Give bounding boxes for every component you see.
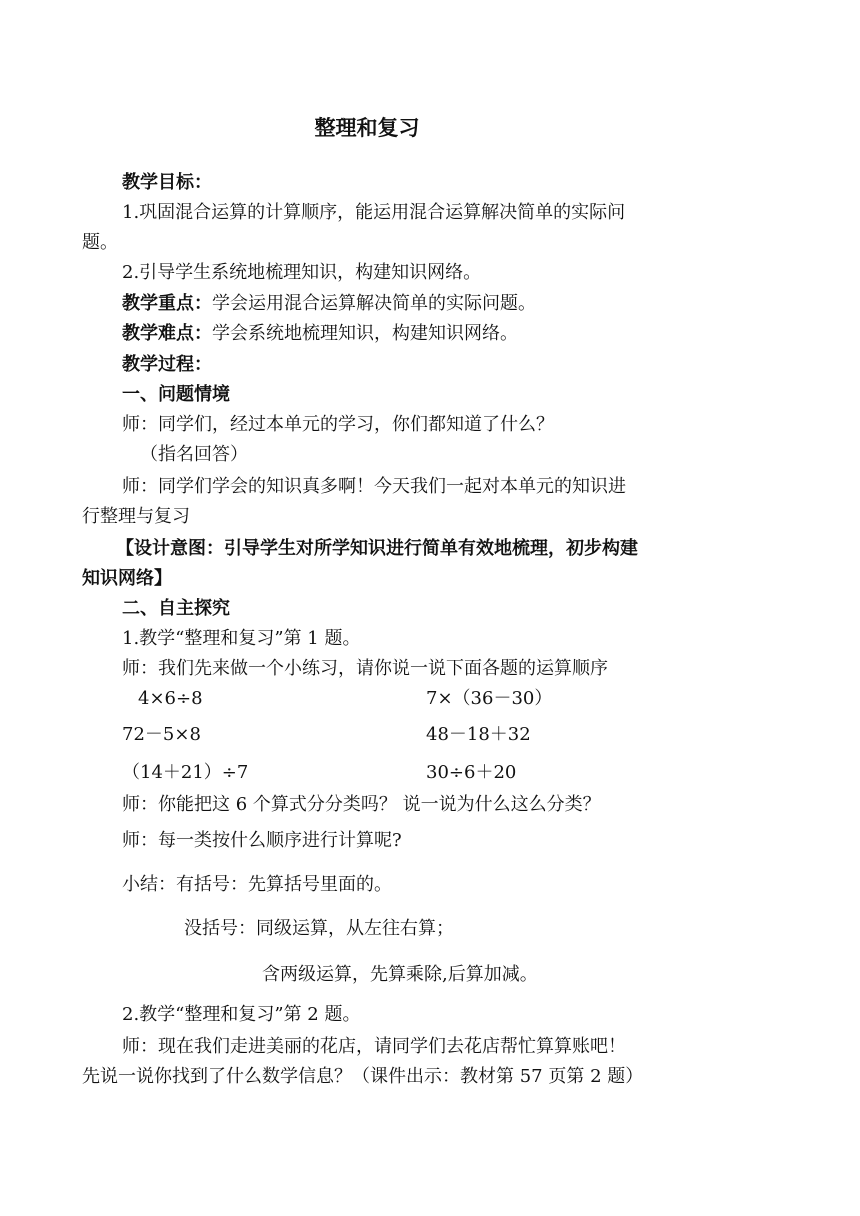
objective-1-line-1: 1.巩固混合运算的计算顺序，能运用混合运算解决简单的实际问 (122, 202, 626, 223)
design-intent-line-2: 知识网络】 (82, 568, 172, 589)
process-heading: 教学过程： (122, 354, 212, 375)
summary-line-1: 小结：有括号：先算括号里面的。 (122, 874, 392, 895)
section-1-line-2: （指名回答） (140, 444, 248, 465)
objectives-heading: 教学目标： (122, 172, 212, 193)
objective-1-line-2: 题。 (82, 232, 118, 253)
task-1-prompt: 师：我们先来做一个小练习，请你说一说下面各题的运算顺序 (122, 658, 608, 679)
expression: 7×（36－30） (426, 688, 553, 709)
task-2: 2.教学“整理和复习”第 2 题。 (122, 1004, 361, 1025)
expression: 48－18＋32 (426, 724, 531, 745)
section-2-heading: 二、自主探究 (122, 598, 230, 619)
key-point-text: 学会运用混合运算解决简单的实际问题。 (212, 293, 536, 314)
task-2-line-1: 师：现在我们走进美丽的花店，请同学们去花店帮忙算算账吧！ (122, 1036, 626, 1057)
task-1: 1.教学“整理和复习”第 1 题。 (122, 628, 361, 649)
question-2: 师：每一类按什么顺序进行计算呢? (122, 830, 402, 851)
summary-line-2: 没括号：同级运算，从左往右算； (184, 918, 454, 939)
expression: 4×6÷8 (138, 688, 203, 709)
difficulty-label: 教学难点： (122, 323, 212, 344)
key-point-label: 教学重点： (122, 293, 212, 314)
section-1-line-1: 师：同学们，经过本单元的学习，你们都知道了什么？ (122, 414, 554, 435)
expression: 30÷6＋20 (426, 762, 517, 783)
key-point (122, 289, 536, 319)
expression: （14＋21）÷7 (122, 762, 249, 783)
summary-line-3: 含两级运算，先算乘除,后算加减。 (262, 964, 538, 985)
expression: 72－5×8 (122, 724, 201, 745)
design-intent-line-1: 【设计意图：引导学生对所学知识进行简单有效地梳理，初步构建 (116, 538, 638, 559)
section-1-heading: 一、问题情境 (122, 384, 230, 405)
document-title: 整理和复习 (314, 116, 420, 140)
objective-2: 2.引导学生系统地梳理知识，构建知识网络。 (122, 262, 482, 283)
difficulty (122, 319, 518, 349)
section-1-line-3b: 行整理与复习 (82, 506, 190, 527)
section-1-line-3a: 师：同学们学会的知识真多啊！今天我们一起对本单元的知识进 (122, 476, 626, 497)
task-2-line-2: 先说一说你找到了什么数学信息？（课件出示：教材第 57 页第 2 题） (82, 1066, 644, 1087)
difficulty-text: 学会系统地梳理知识，构建知识网络。 (212, 323, 518, 344)
question-1: 师：你能把这 6 个算式分分类吗？ 说一说为什么这么分类？ (122, 794, 601, 815)
